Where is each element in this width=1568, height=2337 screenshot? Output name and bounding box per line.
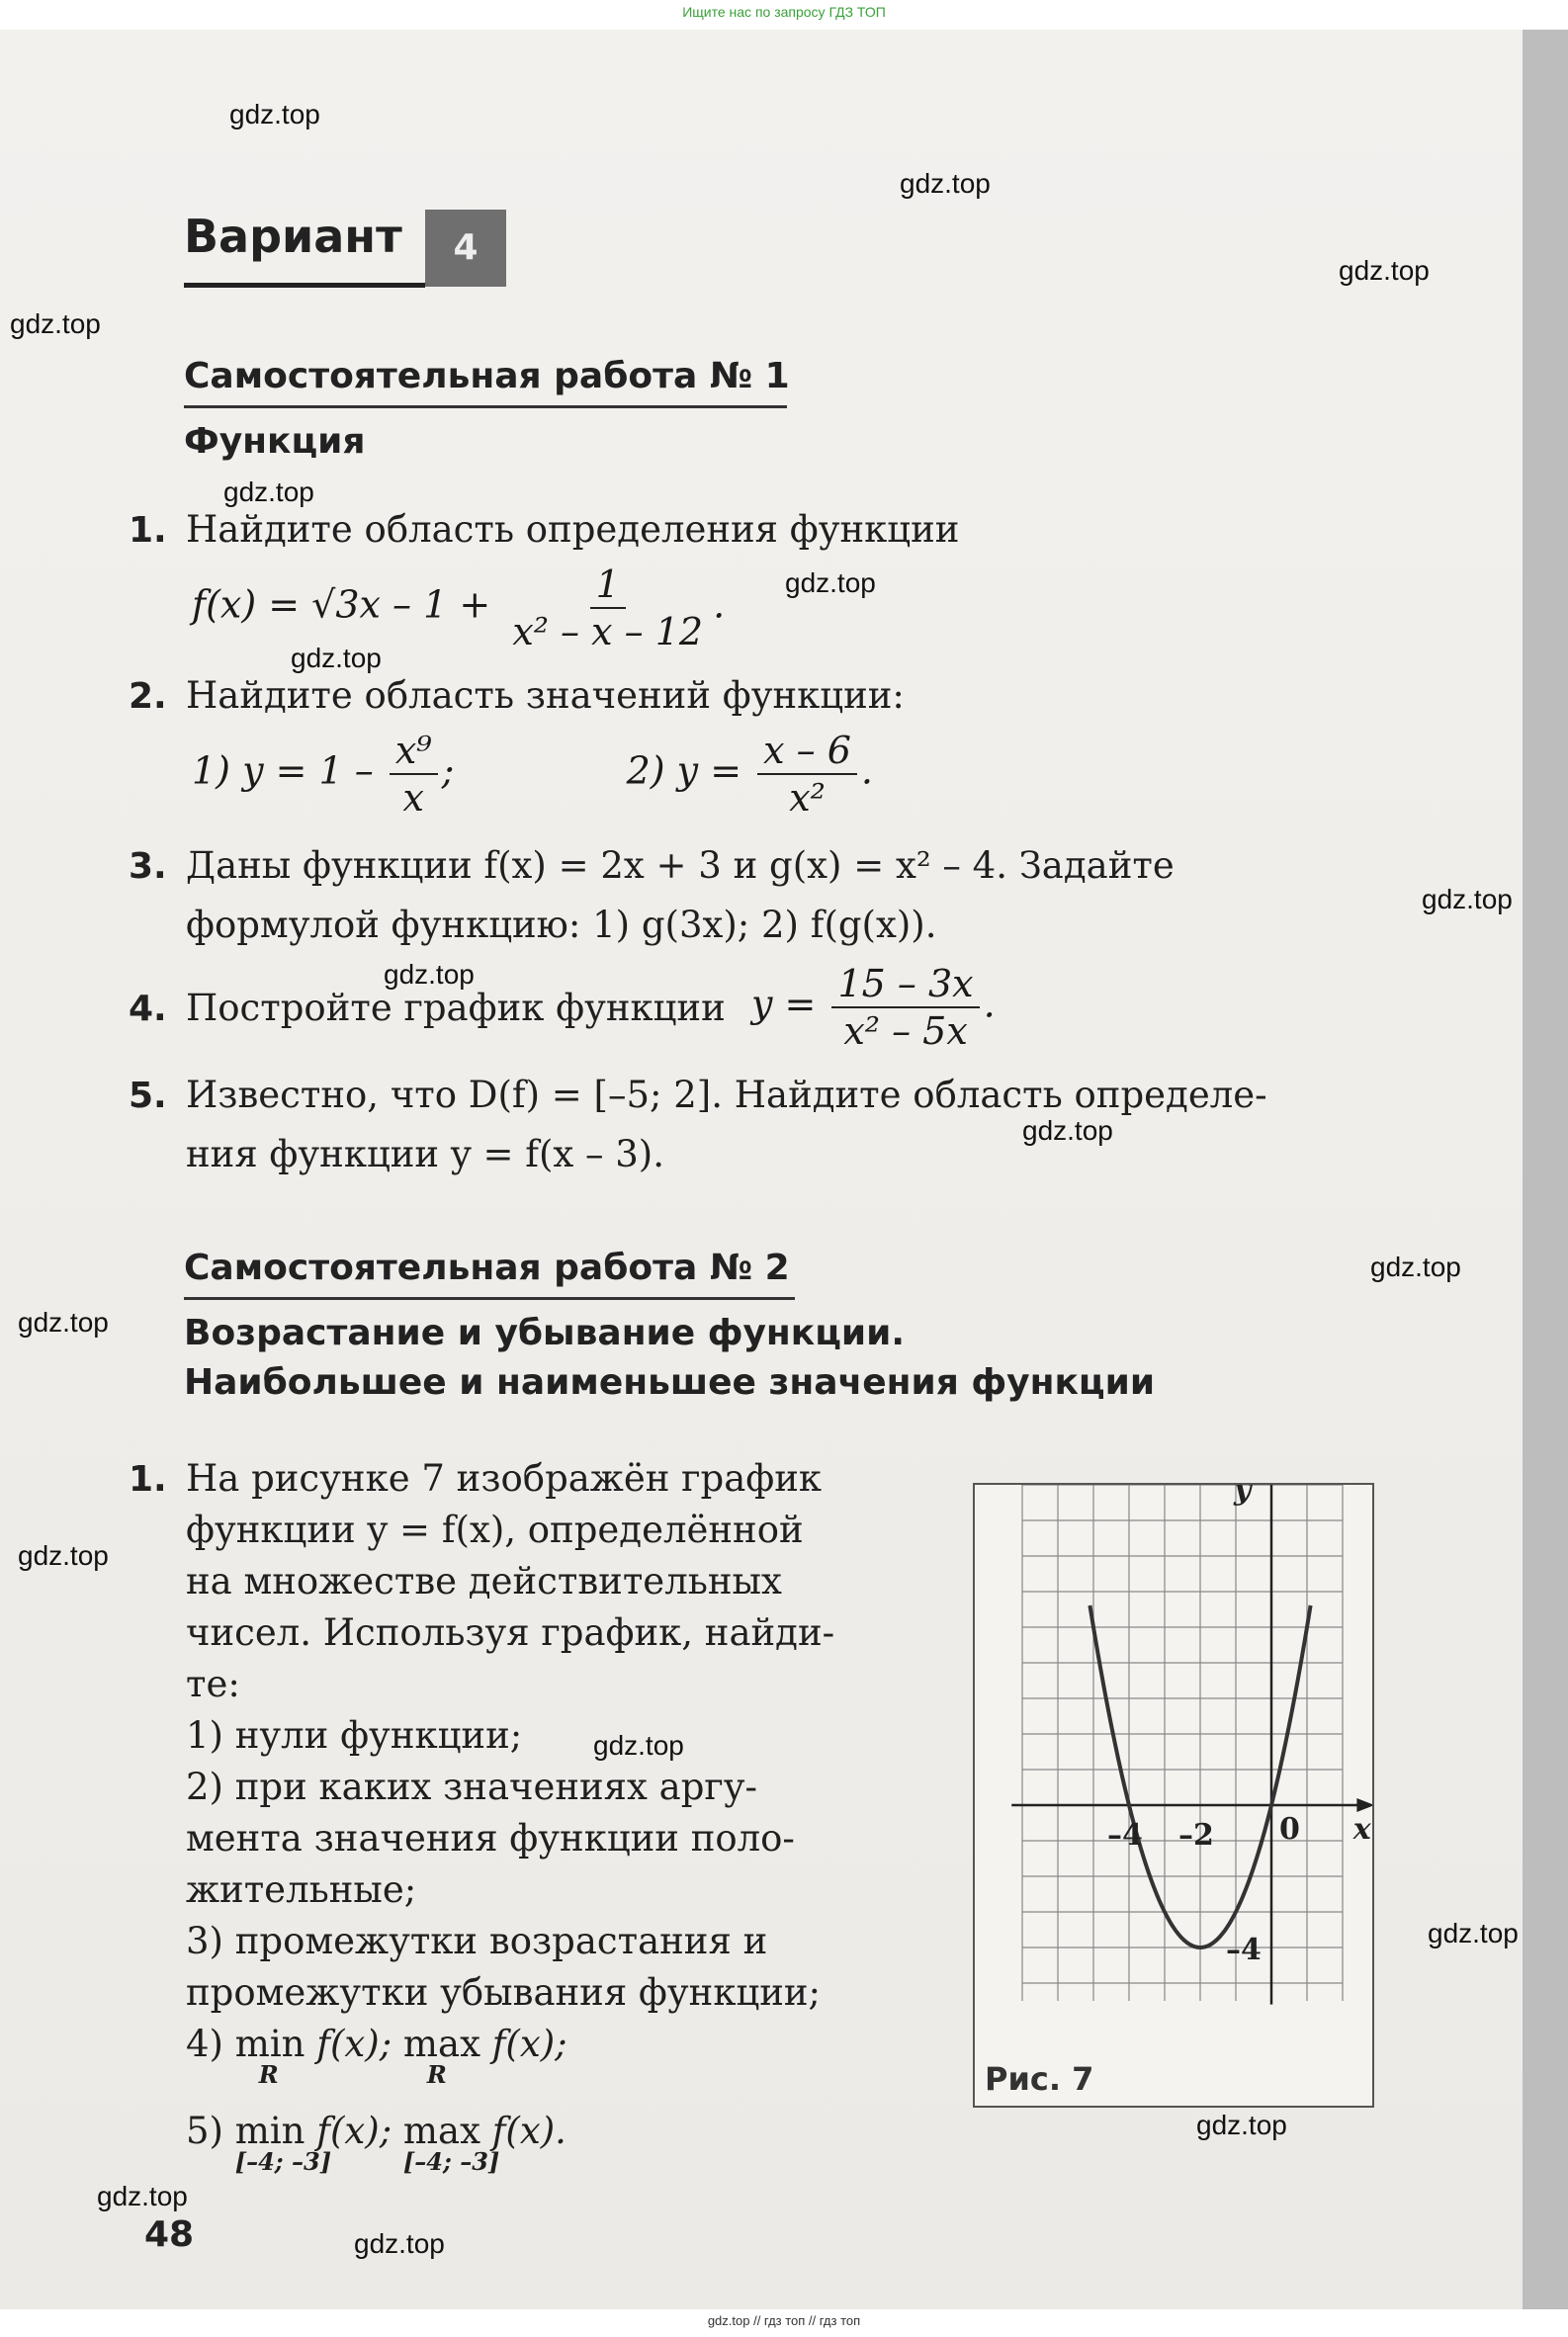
fraction: $\frac{\text{x⁹}}{x}$: [390, 728, 438, 821]
watermark: gdz.top: [384, 959, 475, 990]
watermark: gdz.top: [97, 2181, 188, 2211]
task5-line1: Известно, что D(f) = [–5; 2]. Найдите область определе-: [186, 1074, 1267, 1116]
work2-task-line: На рисунке 7 изображён график: [186, 1457, 823, 1500]
work1-title: Самостоятельная работа № 1: [184, 356, 790, 396]
task-number: 1.: [129, 510, 167, 551]
task-number: 1.: [129, 1459, 167, 1500]
variant-number-badge: 4: [425, 210, 506, 287]
watermark: gdz.top: [1339, 255, 1430, 286]
page-number: 48: [144, 2214, 195, 2255]
origin-label: 0: [1279, 1812, 1300, 1847]
work1-underline: [184, 405, 787, 408]
variant-underline: [184, 283, 425, 288]
work2-task-line: жительные;: [186, 1868, 417, 1911]
task1-formula: f(x) = √3x – 1 + $\frac{1}{\text{x² – x – 12}}$ .: [192, 563, 726, 653]
work2-title: Самостоятельная работа № 2: [184, 1248, 790, 1288]
task2-text: Найдите область значений функции:: [186, 674, 905, 717]
task3-line1: Даны функции f(x) = 2x + 3 и g(x) = x² – 4. Задайте: [186, 844, 1175, 887]
work1-topic: Функция: [184, 421, 366, 462]
task-number: 2.: [129, 676, 167, 717]
work2-task-line: промежутки убывания функции;: [186, 1971, 822, 2014]
watermark: gdz.top: [1196, 2110, 1287, 2140]
figure-caption: Рис. 7: [985, 2060, 1094, 2098]
task1-text: Найдите область определения функции: [186, 508, 960, 551]
watermark: gdz.top: [593, 1730, 684, 1761]
tick-label-minus4-y: –4: [1226, 1933, 1262, 1967]
watermark: gdz.top: [229, 99, 320, 130]
fraction: $\frac{1}{\text{x² – x – 12}}$: [512, 563, 704, 653]
work2-task-line: чисел. Используя график, найди-: [186, 1611, 835, 1654]
work2-item4: 4) min R f(x); max R f(x);: [186, 2023, 567, 2089]
task4-text: Постройте график функции: [186, 987, 726, 1029]
min-operator: min R: [234, 2023, 305, 2089]
y-axis-label: y: [1234, 1485, 1252, 1508]
task-number: 3.: [129, 846, 167, 887]
work2-task-line: функции y = f(x), определённой: [186, 1509, 804, 1551]
work2-task-line: 2) при каких значениях аргу-: [186, 1766, 758, 1808]
work2-task-line: на множестве действительных: [186, 1560, 782, 1602]
tick-label-minus2-x: –2: [1178, 1818, 1214, 1853]
max-operator: max R: [402, 2023, 480, 2089]
work2-topic1: Возрастание и убывание функции.: [184, 1313, 906, 1353]
min-operator: min [–4; –3]: [234, 2110, 332, 2176]
figure-7: [973, 1483, 1374, 2108]
work2-item5: 5) min [–4; –3] f(x); max [–4; –3] f(x).: [186, 2110, 566, 2176]
watermark: gdz.top: [1370, 1252, 1461, 1282]
watermark: gdz.top: [1422, 884, 1513, 914]
watermark: gdz.top: [18, 1307, 109, 1338]
watermark: gdz.top: [223, 476, 314, 507]
fraction: $\frac{15 - 3x}{\text{x² – 5x}}$: [831, 961, 979, 1054]
watermark: gdz.top: [785, 567, 876, 598]
work2-task-line: 3) промежутки возрастания и: [186, 1920, 768, 1962]
work2-task-line: те:: [186, 1663, 240, 1705]
x-axis-label: x: [1352, 1812, 1371, 1847]
top-banner[interactable]: Ищите нас по запросу ГДЗ ТОП: [682, 4, 886, 20]
watermark: gdz.top: [18, 1540, 109, 1571]
task-number: 4.: [129, 989, 167, 1029]
work2-task-line: мента значения функции поло-: [186, 1817, 795, 1860]
task-number: 5.: [129, 1076, 167, 1116]
watermark: gdz.top: [354, 2228, 445, 2259]
task4-formula: y = $\frac{15 - 3x}{\text{x² – 5x}}$ .: [751, 962, 996, 1053]
max-operator: max [–4; –3]: [402, 2110, 500, 2176]
watermark: gdz.top: [10, 308, 101, 339]
bottom-banner[interactable]: gdz.top // гдз топ // гдз топ: [707, 2313, 861, 2328]
watermark: gdz.top: [291, 643, 382, 673]
watermark: gdz.top: [900, 168, 991, 199]
function-graph: [975, 1485, 1372, 2106]
task3-line2: формулой функцию: 1) g(3x); 2) f(g(x)).: [186, 904, 937, 946]
work2-topic2: Наибольшее и наименьшее значения функции: [184, 1362, 1156, 1403]
scan-edge: [1523, 30, 1568, 2309]
task2-formula: 1) y = 1 – $\frac{\text{x⁹}}{x}$ ; 2) y = $\frac{x - 6}{\text{x²}}$ .: [192, 729, 873, 820]
fraction: $\frac{x - 6}{\text{x²}}$: [757, 728, 857, 821]
task5-line2: ния функции y = f(x – 3).: [186, 1133, 664, 1175]
work2-underline: [184, 1297, 795, 1300]
x-axis-arrow: [1356, 1798, 1372, 1812]
watermark: gdz.top: [1428, 1918, 1519, 1948]
tick-label-minus4-x: –4: [1107, 1818, 1143, 1853]
work2-task-line: 1) нули функции;: [186, 1714, 523, 1757]
variant-title: Вариант: [184, 210, 402, 263]
watermark: gdz.top: [1022, 1115, 1113, 1146]
